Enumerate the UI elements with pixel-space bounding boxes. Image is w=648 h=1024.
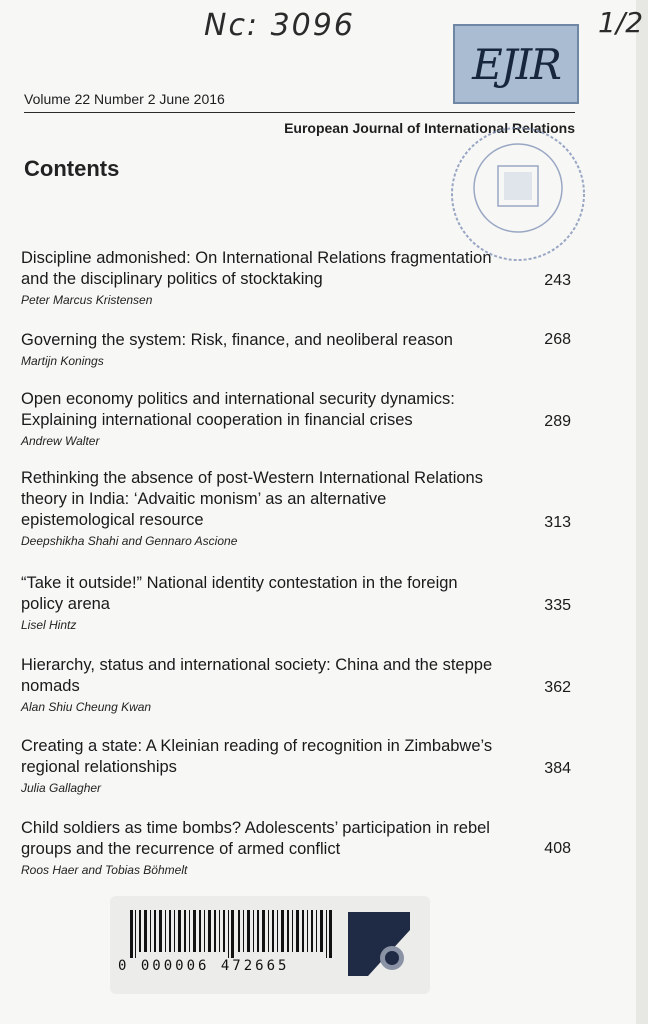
toc-entry[interactable]	[21, 248, 581, 307]
entry-title: Governing the system: Risk, finance, and neoliberal reason	[21, 331, 453, 349]
entry-title: Hierarchy, status and international society: China and the steppe nomads	[21, 656, 493, 695]
entry-page: 268	[544, 331, 571, 348]
entry-author: Julia Gallagher	[21, 781, 102, 795]
journal-name: European Journal of International Relations	[284, 120, 575, 136]
toc-entry[interactable]	[21, 389, 581, 448]
barcode-icon	[130, 910, 340, 958]
toc-entry[interactable]	[21, 655, 581, 714]
entry-title: Discipline admonished: On International Relations fragmentation and the disciplinary politics of stocktaking	[21, 249, 492, 288]
entry-title: Child soldiers as time bombs? Adolescents’ participation in rebel groups and the recurrence of armed conflict	[21, 819, 490, 858]
entry-author: Martijn Konings	[21, 354, 104, 368]
contents-heading: Contents	[24, 156, 120, 181]
toc-entry[interactable]	[21, 818, 581, 877]
handwritten-fraction: 1/2	[598, 6, 644, 39]
handwritten-catalog-code: Nc: 3096	[204, 8, 355, 43]
entry-author: Alan Shiu Cheung Kwan	[21, 700, 152, 714]
entry-author: Lisel Hintz	[21, 618, 77, 632]
entry-page: 408	[544, 840, 571, 857]
entry-page: 335	[544, 597, 571, 614]
toc-entry[interactable]	[21, 573, 581, 632]
entry-page: 362	[544, 679, 571, 696]
journal-logo-text: EJIR	[472, 39, 560, 89]
barcode-label	[110, 896, 430, 994]
entry-author: Peter Marcus Kristensen	[21, 293, 153, 307]
entry-title: Creating a state: A Kleinian reading of recognition in Zimbabwe’s regional relationships	[21, 737, 493, 776]
entry-page: 289	[544, 413, 571, 430]
toc-entry[interactable]	[21, 468, 581, 548]
entry-title: Rethinking the absence of post-Western International Relations theory in India: ‘Advaitic monism’ as an alternative epistemological resource	[21, 469, 483, 529]
entry-author: Andrew Walter	[21, 434, 100, 448]
toc-entry[interactable]	[21, 330, 581, 368]
entry-author: Roos Haer and Tobias Böhmelt	[21, 863, 188, 877]
entry-page: 313	[544, 514, 571, 531]
entry-title: “Take it outside!” National identity contestation in the foreign policy arena	[21, 574, 458, 613]
library-stamp-icon	[446, 122, 590, 266]
volume-line: Volume 22 Number 2 June 2016	[24, 91, 225, 107]
entry-title: Open economy politics and international security dynamics: Explaining international cooperation in financial crises	[21, 390, 455, 429]
page-edge	[636, 0, 648, 1024]
header-rule	[24, 112, 575, 113]
toc-entry[interactable]	[21, 736, 581, 795]
entry-page: 243	[544, 272, 571, 289]
publisher-logo-icon	[348, 912, 410, 976]
journal-logo	[453, 24, 579, 104]
entry-page: 384	[544, 760, 571, 777]
barcode-digits: 0 000006 472665	[118, 958, 290, 974]
entry-author: Deepshikha Shahi and Gennaro Ascione	[21, 534, 238, 548]
